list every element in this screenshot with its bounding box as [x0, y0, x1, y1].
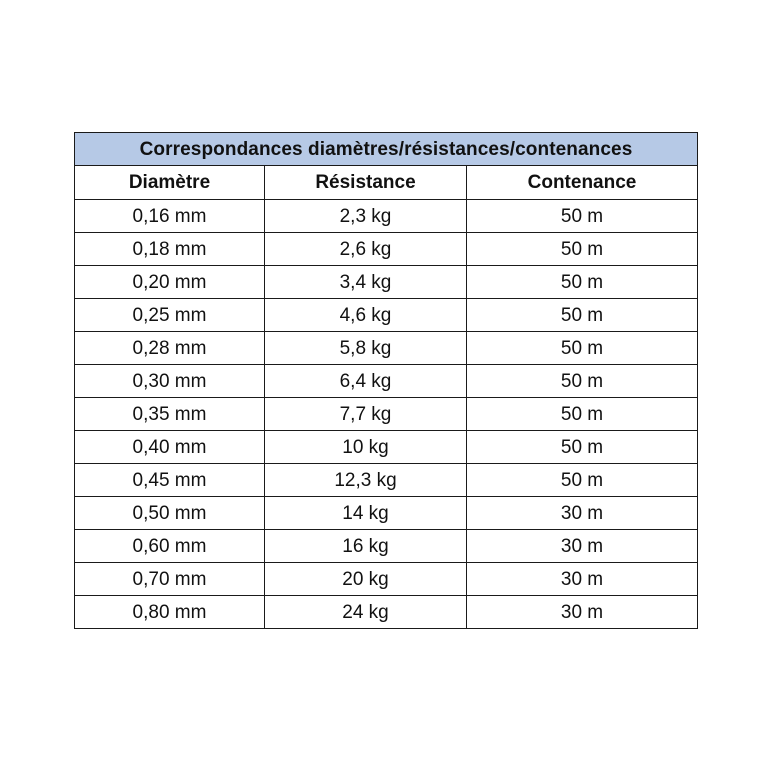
table-row — [75, 563, 698, 596]
resistance-cell: 16 kg — [265, 530, 467, 563]
contenance-cell: 50 m — [467, 431, 698, 464]
column-header-resistance: Résistance — [265, 166, 467, 200]
table-body — [75, 200, 698, 629]
resistance-cell: 6,4 kg — [265, 365, 467, 398]
resistance-cell: 7,7 kg — [265, 398, 467, 431]
table-row — [75, 464, 698, 497]
diametre-cell: 0,18 mm — [75, 233, 265, 266]
diametre-cell: 0,25 mm — [75, 299, 265, 332]
contenance-cell: 50 m — [467, 266, 698, 299]
resistance-cell: 12,3 kg — [265, 464, 467, 497]
table-row — [75, 233, 698, 266]
table-title: Correspondances diamètres/résistances/contenances — [75, 133, 698, 166]
diametre-cell: 0,20 mm — [75, 266, 265, 299]
contenance-cell: 50 m — [467, 233, 698, 266]
column-header-contenance: Contenance — [467, 166, 698, 200]
table-row — [75, 332, 698, 365]
contenance-cell: 50 m — [467, 464, 698, 497]
diametre-cell: 0,80 mm — [75, 596, 265, 629]
resistance-cell: 14 kg — [265, 497, 467, 530]
contenance-cell: 30 m — [467, 530, 698, 563]
resistance-cell: 10 kg — [265, 431, 467, 464]
table-title-row — [75, 133, 698, 166]
diametre-cell: 0,35 mm — [75, 398, 265, 431]
correspondence-table-container — [74, 132, 697, 629]
contenance-cell: 50 m — [467, 200, 698, 233]
resistance-cell: 2,3 kg — [265, 200, 467, 233]
table-row — [75, 497, 698, 530]
diametre-cell: 0,16 mm — [75, 200, 265, 233]
contenance-cell: 50 m — [467, 365, 698, 398]
contenance-cell: 50 m — [467, 398, 698, 431]
correspondence-table — [74, 132, 698, 629]
diametre-cell: 0,45 mm — [75, 464, 265, 497]
table-row — [75, 431, 698, 464]
resistance-cell: 24 kg — [265, 596, 467, 629]
contenance-cell: 30 m — [467, 596, 698, 629]
table-header-row — [75, 166, 698, 200]
column-header-diametre: Diamètre — [75, 166, 265, 200]
resistance-cell: 3,4 kg — [265, 266, 467, 299]
diametre-cell: 0,70 mm — [75, 563, 265, 596]
diametre-cell: 0,28 mm — [75, 332, 265, 365]
resistance-cell: 4,6 kg — [265, 299, 467, 332]
diametre-cell: 0,60 mm — [75, 530, 265, 563]
diametre-cell: 0,40 mm — [75, 431, 265, 464]
table-row — [75, 530, 698, 563]
table-row — [75, 398, 698, 431]
table-row — [75, 266, 698, 299]
table-row — [75, 365, 698, 398]
diametre-cell: 0,50 mm — [75, 497, 265, 530]
table-row — [75, 596, 698, 629]
contenance-cell: 30 m — [467, 563, 698, 596]
contenance-cell: 50 m — [467, 299, 698, 332]
resistance-cell: 2,6 kg — [265, 233, 467, 266]
resistance-cell: 20 kg — [265, 563, 467, 596]
contenance-cell: 30 m — [467, 497, 698, 530]
table-row — [75, 200, 698, 233]
contenance-cell: 50 m — [467, 332, 698, 365]
table-row — [75, 299, 698, 332]
resistance-cell: 5,8 kg — [265, 332, 467, 365]
diametre-cell: 0,30 mm — [75, 365, 265, 398]
